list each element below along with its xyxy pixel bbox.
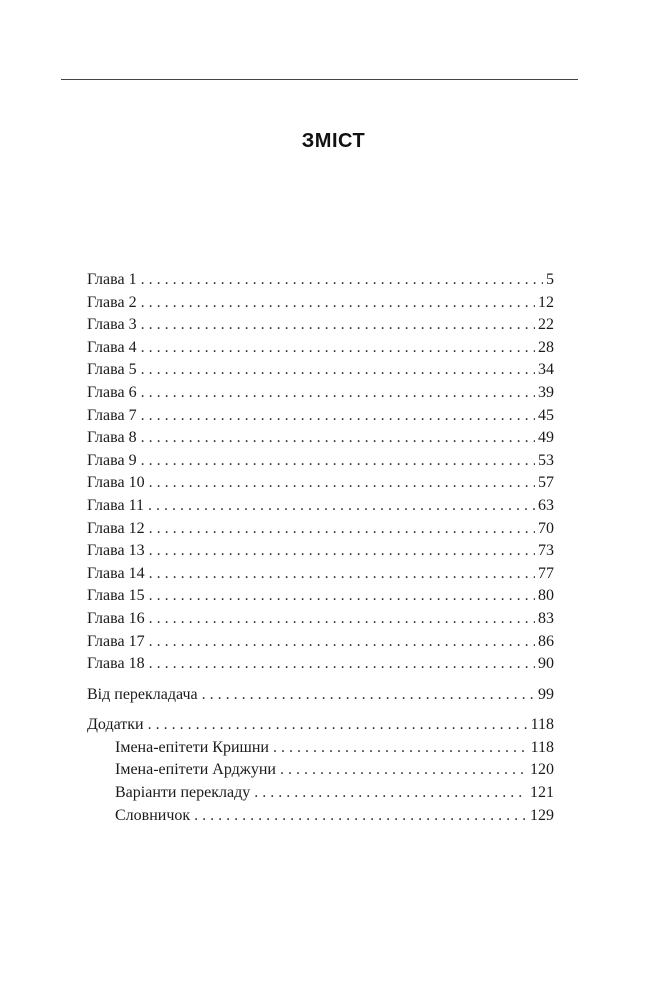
toc-entry-chapter[interactable] xyxy=(87,472,554,495)
toc-entry-page: 77 xyxy=(538,564,554,582)
dot-leader xyxy=(254,782,527,805)
page-title: ЗМІСТ xyxy=(301,130,366,152)
toc-entry-page: 22 xyxy=(538,316,554,334)
chapters-list xyxy=(87,269,554,676)
toc-entry-appendix-item[interactable] xyxy=(87,805,554,828)
toc-entry-page: 5 xyxy=(546,271,554,288)
toc-entry-label: Глава 10 xyxy=(87,474,145,492)
dot-leader xyxy=(148,714,528,737)
toc-entry-page: 120 xyxy=(530,761,554,779)
toc-entry-page: 129 xyxy=(530,806,554,824)
toc-entry-label: Глава 5 xyxy=(87,361,137,379)
toc-entry-label: Глава 9 xyxy=(87,451,137,469)
toc-entry-label: Глава 2 xyxy=(87,293,137,311)
toc-entry-page: 118 xyxy=(530,738,554,756)
toc-entry-label: Словничок xyxy=(115,806,191,824)
dot-leader xyxy=(280,759,527,782)
toc-entry-label: Додатки xyxy=(87,716,144,734)
toc-entry-label: Глава 17 xyxy=(87,632,145,650)
dot-leader xyxy=(273,737,528,760)
dot-leader xyxy=(141,337,535,360)
dot-leader xyxy=(141,314,535,337)
toc-entry-chapter[interactable] xyxy=(87,314,554,337)
dot-leader xyxy=(149,472,535,495)
dot-leader xyxy=(141,405,535,428)
toc-entry-page: 49 xyxy=(538,429,554,447)
dot-leader xyxy=(202,684,535,707)
toc-entry-label: Глава 6 xyxy=(87,383,137,401)
toc-entry-page: 57 xyxy=(538,474,554,492)
toc-entry-appendix[interactable] xyxy=(87,714,554,737)
toc-entry-translator-note[interactable] xyxy=(87,684,554,707)
toc-entry-chapter[interactable] xyxy=(87,269,554,292)
toc-entry-page: 80 xyxy=(538,587,554,605)
toc-entry-chapter[interactable] xyxy=(87,585,554,608)
toc-entry-label: Глава 12 xyxy=(87,519,145,537)
toc-entry-page: 12 xyxy=(538,293,554,311)
dot-leader xyxy=(141,382,535,405)
toc-entry-page: 63 xyxy=(538,496,554,514)
dot-leader xyxy=(148,495,535,518)
table-of-contents xyxy=(87,269,554,827)
toc-entry-chapter[interactable] xyxy=(87,292,554,315)
dot-leader xyxy=(194,805,527,828)
toc-entry-page: 118 xyxy=(530,716,554,734)
appendix-section xyxy=(87,714,554,827)
header-rule xyxy=(61,79,578,80)
dot-leader xyxy=(149,540,535,563)
toc-entry-chapter[interactable] xyxy=(87,540,554,563)
toc-entry-chapter[interactable] xyxy=(87,405,554,428)
dot-leader xyxy=(141,269,543,292)
toc-entry-label: Від перекладача xyxy=(87,685,198,703)
toc-entry-label: Глава 14 xyxy=(87,564,145,582)
toc-entry-page: 70 xyxy=(538,519,554,537)
toc-entry-page: 121 xyxy=(530,784,554,802)
toc-entry-page: 39 xyxy=(538,383,554,401)
toc-entry-chapter[interactable] xyxy=(87,450,554,473)
toc-entry-page: 86 xyxy=(538,632,554,650)
toc-entry-page: 83 xyxy=(538,609,554,627)
toc-entry-label: Імена-епітети Арджуни xyxy=(115,761,276,779)
dot-leader xyxy=(149,631,535,654)
dot-leader xyxy=(141,427,535,450)
toc-entry-label: Глава 8 xyxy=(87,429,137,447)
dot-leader xyxy=(141,450,535,473)
translator-note-section xyxy=(87,684,554,707)
toc-entry-label: Глава 16 xyxy=(87,609,145,627)
toc-entry-chapter[interactable] xyxy=(87,608,554,631)
toc-entry-page: 45 xyxy=(538,406,554,424)
toc-entry-label: Глава 4 xyxy=(87,338,137,356)
toc-entry-page: 34 xyxy=(538,361,554,379)
toc-entry-chapter[interactable] xyxy=(87,382,554,405)
dot-leader xyxy=(141,359,535,382)
dot-leader xyxy=(149,563,535,586)
toc-entry-chapter[interactable] xyxy=(87,518,554,541)
dot-leader xyxy=(149,653,535,676)
toc-entry-page: 53 xyxy=(538,451,554,469)
toc-entry-chapter[interactable] xyxy=(87,631,554,654)
toc-entry-label: Глава 1 xyxy=(87,271,137,288)
toc-entry-label: Глава 18 xyxy=(87,655,145,673)
toc-entry-label: Глава 15 xyxy=(87,587,145,605)
toc-entry-label: Варіанти перекладу xyxy=(115,784,251,802)
toc-entry-chapter[interactable] xyxy=(87,563,554,586)
toc-entry-label: Глава 7 xyxy=(87,406,137,424)
toc-entry-page: 99 xyxy=(538,685,554,703)
toc-entry-label: Глава 3 xyxy=(87,316,137,334)
toc-entry-label: Глава 11 xyxy=(87,496,144,514)
dot-leader xyxy=(149,608,535,631)
toc-entry-appendix-item[interactable] xyxy=(87,759,554,782)
toc-entry-page: 73 xyxy=(538,542,554,560)
toc-entry-label: Глава 13 xyxy=(87,542,145,560)
toc-entry-chapter[interactable] xyxy=(87,337,554,360)
toc-entry-chapter[interactable] xyxy=(87,427,554,450)
toc-entry-chapter[interactable] xyxy=(87,495,554,518)
toc-entry-page: 90 xyxy=(538,655,554,673)
toc-entry-appendix-item[interactable] xyxy=(87,737,554,760)
toc-entry-page: 28 xyxy=(538,338,554,356)
toc-entry-label: Імена-епітети Кришни xyxy=(115,738,269,756)
toc-entry-chapter[interactable] xyxy=(87,359,554,382)
dot-leader xyxy=(149,585,535,608)
dot-leader xyxy=(149,518,535,541)
dot-leader xyxy=(141,292,535,315)
toc-entry-appendix-item[interactable] xyxy=(87,782,554,805)
toc-entry-chapter[interactable] xyxy=(87,653,554,676)
